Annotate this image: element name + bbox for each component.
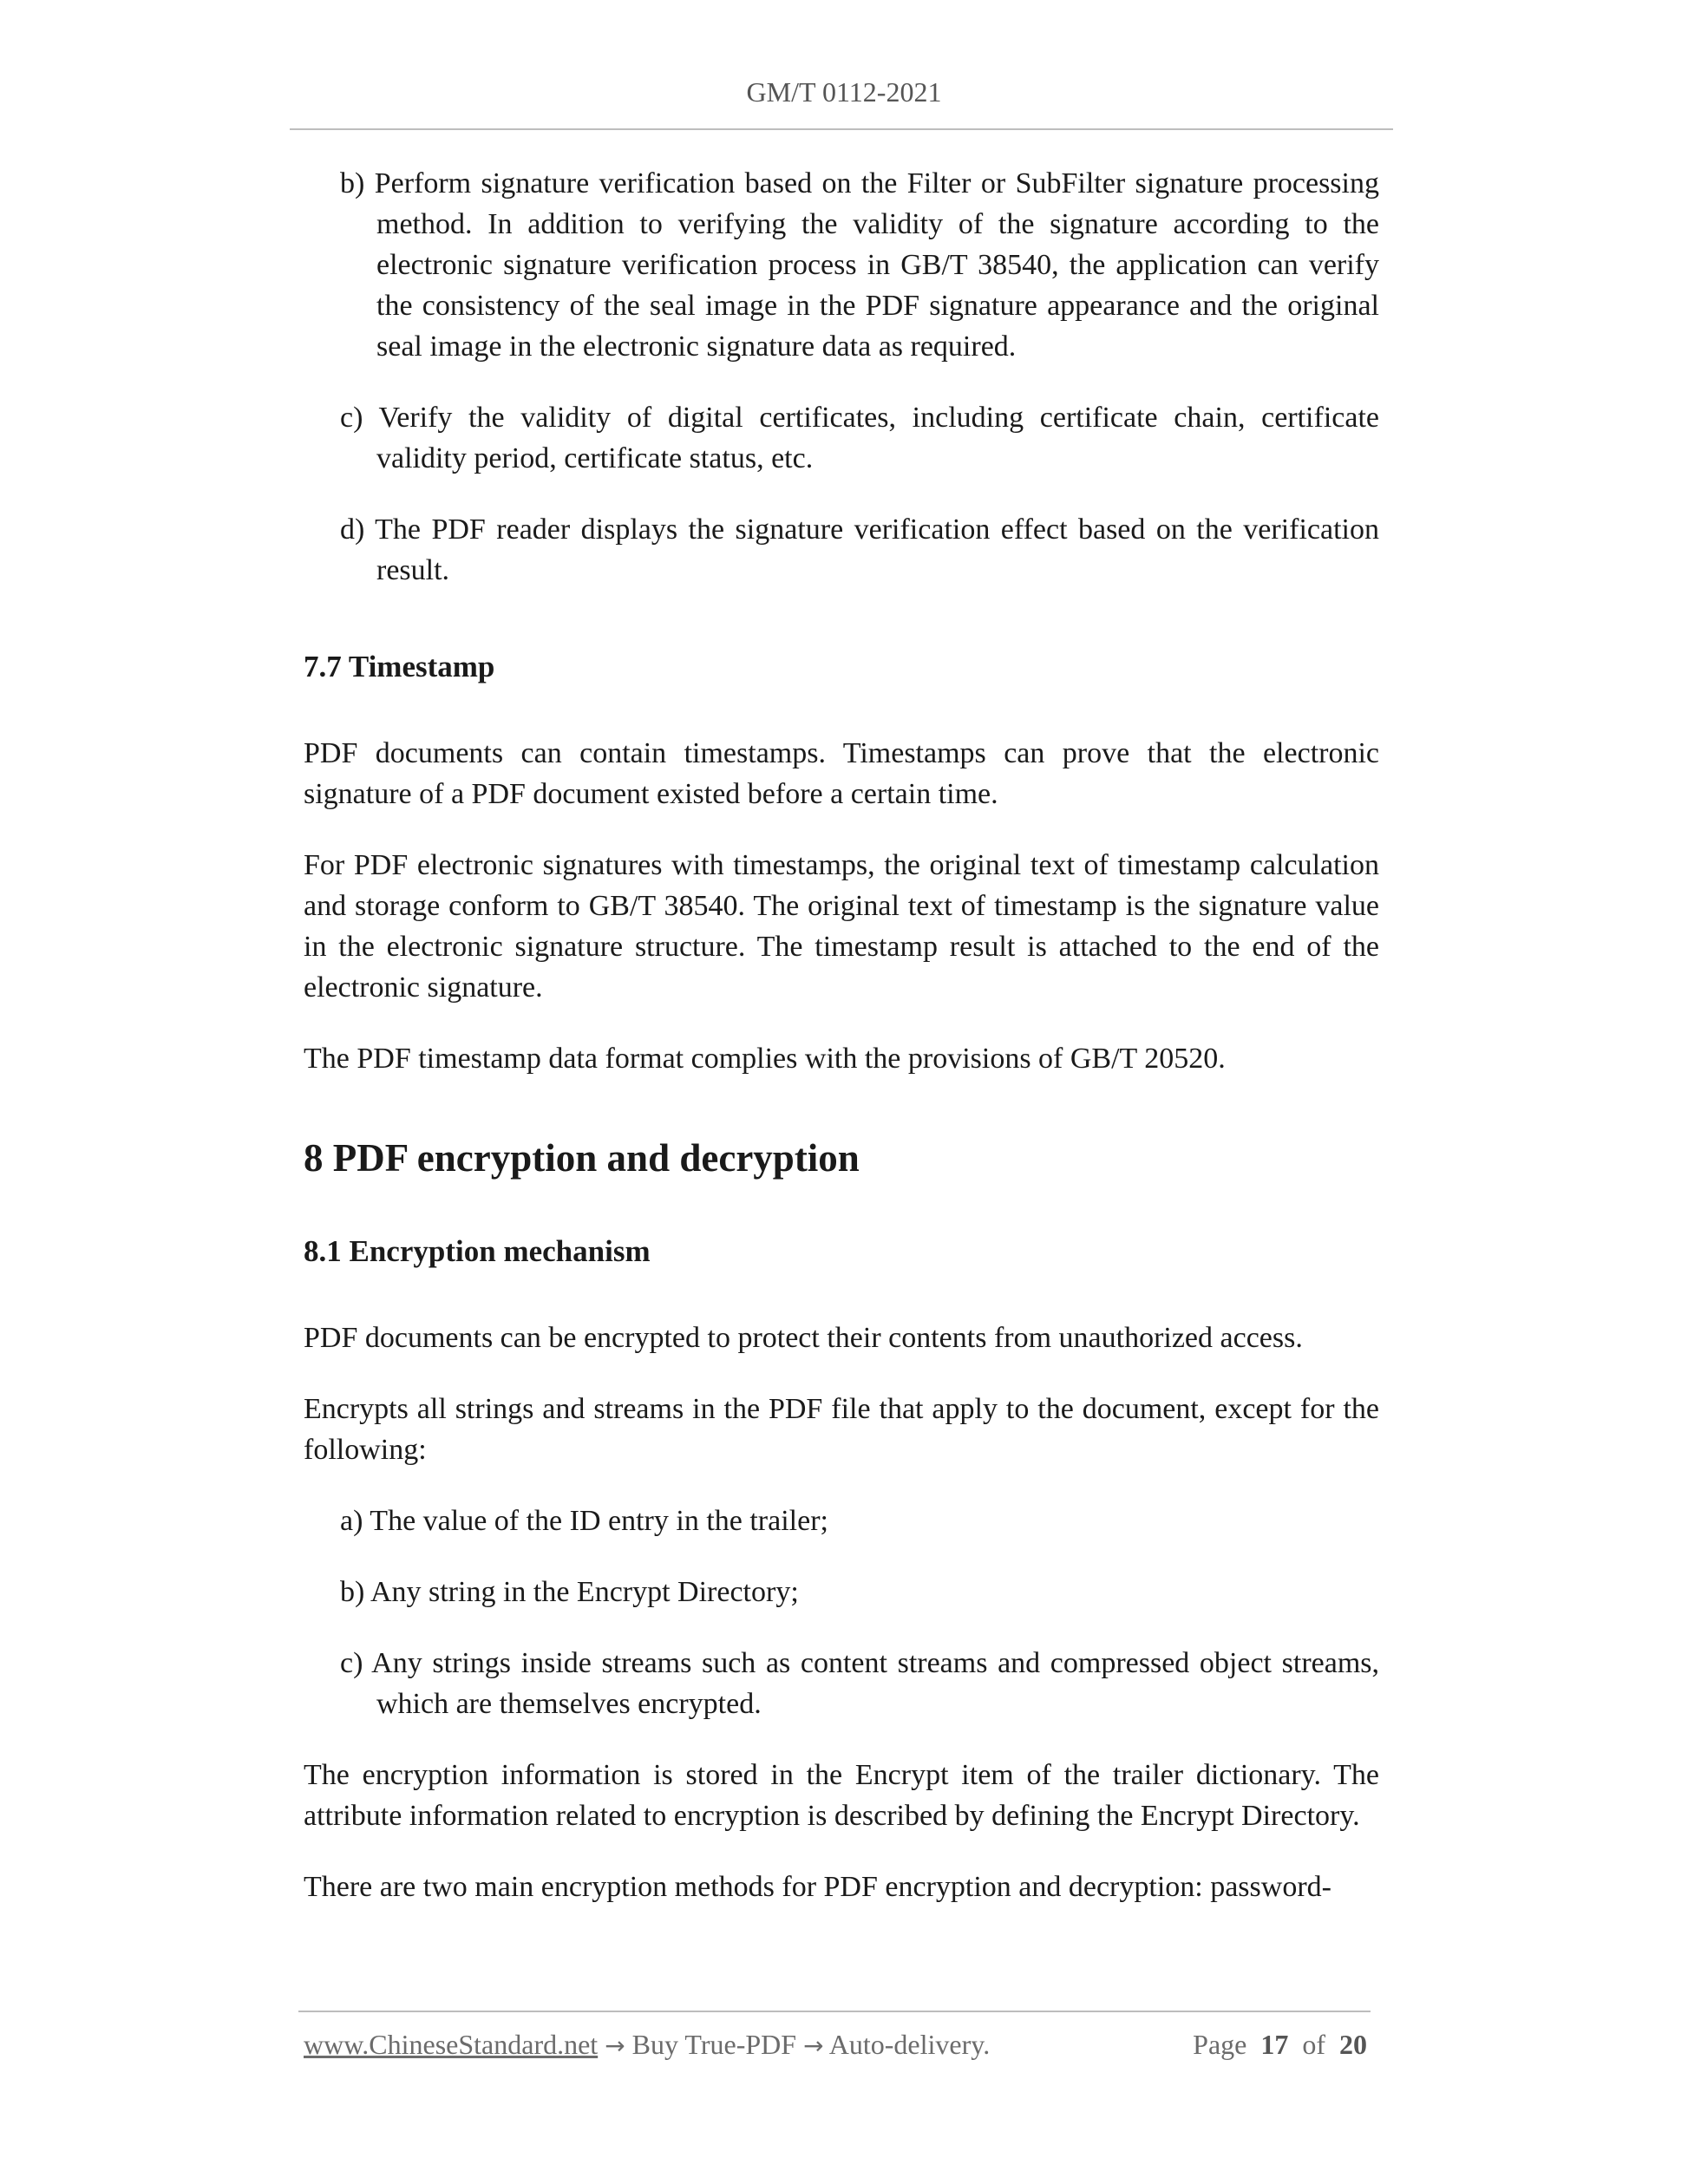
paragraph-encryption-scope: Encrypts all strings and streams in the PDF file that apply to the document, except for the following: (304, 1393, 1379, 1466)
paragraph-timestamp-format: The PDF timestamp data format complies with the provisions of GB/T 20520. (304, 1043, 1226, 1075)
page-body (304, 163, 1379, 1938)
auto-delivery-text: Auto-delivery. (828, 2029, 991, 2060)
paragraph-encrypt-item: The encryption information is stored in the Encrypt item of the trailer dictionary. The attribute information related to encryption is described by defining the Encrypt Directory. (304, 1759, 1379, 1832)
paragraph-timestamp-intro: PDF documents can contain timestamps. Timestamps can prove that the electronic signature of a PDF document existed before a certain time. (304, 737, 1379, 810)
arrow-right-icon: → (803, 2031, 824, 2060)
of-label: of (1302, 2029, 1325, 2060)
list-item-c-certificate-validity: c) Verify the validity of digital certificates, including certificate chain, certificate validity period, certificate status, etc. (340, 402, 1379, 474)
chapter-heading-8: 8 PDF encryption and decryption (304, 1136, 860, 1180)
page-label: Page (1193, 2029, 1247, 2060)
paragraph-encryption-methods: There are two main encryption methods for PDF encryption and decryption: password- (304, 1871, 1331, 1903)
section-heading-8-1: 8.1 Encryption mechanism (304, 1234, 651, 1268)
list-item-d-reader-display: d) The PDF reader displays the signature verification effect based on the verification result. (340, 513, 1379, 586)
page-indicator (1193, 2029, 1367, 2061)
page-footer (304, 2029, 1367, 2061)
list-item-b-signature-verification: b) Perform signature verification based on the Filter or SubFilter signature processing method. In addition to verifying the validity of the signature according to the electronic signature verification process in GB/T 38540, the application can verify the consistency of the seal image in the PDF signature appearance and the original seal image in the electronic signature data as required. (340, 167, 1379, 363)
list-item-c-stream-strings: c) Any strings inside streams such as content streams and compressed object streams, which are themselves encrypted. (340, 1647, 1379, 1720)
paragraph-encryption-purpose: PDF documents can be encrypted to protect their contents from unauthorized access. (304, 1322, 1303, 1354)
list-item-b-encrypt-directory: b) Any string in the Encrypt Directory; (340, 1576, 799, 1608)
paragraph-timestamp-calculation: For PDF electronic signatures with timestamps, the original text of timestamp calculation and storage conform to GB/T 38540. The original text of timestamp is the signature value in the electronic signature structure. The timestamp result is attached to the end of the electronic signature. (304, 849, 1379, 1004)
list-item-a-id-entry: a) The value of the ID entry in the trailer; (340, 1505, 828, 1537)
website-link[interactable]: www.ChineseStandard.net (304, 2029, 599, 2060)
arrow-right-icon: → (605, 2031, 625, 2060)
current-page-number: 17 (1260, 2029, 1289, 2060)
section-heading-7-7: 7.7 Timestamp (304, 650, 495, 683)
document-code-header: GM/T 0112-2021 (746, 76, 942, 108)
total-page-count: 20 (1339, 2029, 1367, 2060)
buy-true-pdf-text: Buy True-PDF (631, 2029, 797, 2060)
footer-divider (298, 2011, 1371, 2012)
header-divider (290, 128, 1393, 130)
